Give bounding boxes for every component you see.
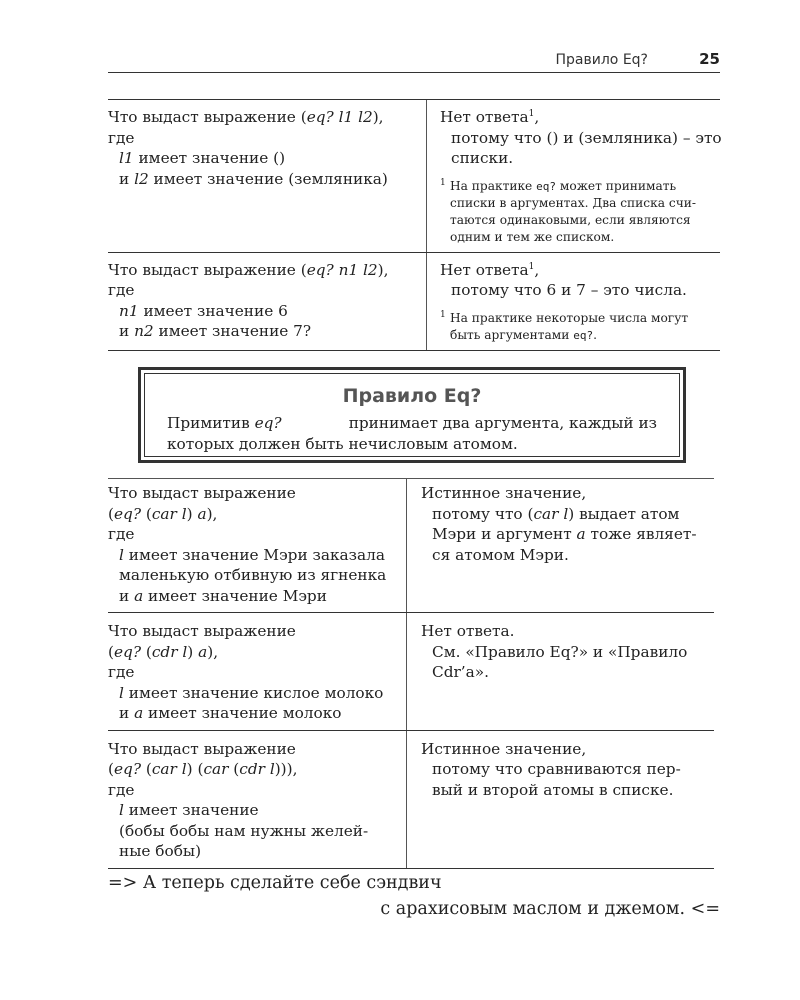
- text: ),: [207, 642, 219, 661]
- answer-line: потому что сравниваются пер-: [432, 760, 681, 778]
- expression: car l: [533, 504, 569, 523]
- text: быть аргументами: [450, 327, 574, 342]
- variable: a: [576, 525, 586, 543]
- text: (: [141, 504, 152, 523]
- expression: eq?: [113, 760, 142, 778]
- question-cell: [108, 479, 406, 612]
- expression: eq?: [254, 414, 282, 432]
- text: ) выдает атом: [568, 504, 680, 523]
- expression: car: [203, 760, 229, 778]
- footnote-line: одним и тем же списком.: [450, 229, 615, 244]
- expression: eq? n1 l2: [306, 260, 378, 279]
- footnote: [440, 310, 720, 344]
- question-line: [108, 504, 406, 525]
- rule-text: [167, 413, 657, 455]
- text: имеет значение (земляника): [148, 169, 388, 188]
- answer-line: потому что () и (земляника) – это: [451, 128, 722, 147]
- qa-row: [108, 613, 714, 731]
- text: ): [186, 504, 198, 523]
- answer-cell: [406, 613, 714, 730]
- expression: cdr l: [151, 642, 188, 661]
- footnote-line: таются одинаковыми, если являются: [450, 212, 691, 227]
- text: имеет значение 7?: [153, 322, 312, 340]
- text: Нет ответа: [440, 260, 529, 279]
- question-line: [108, 148, 426, 169]
- footnote-line: списки в аргументах. Два списка счи-: [450, 195, 697, 210]
- answer-line: См. «Правило Eq?» и «Правило: [432, 642, 688, 661]
- text: ))),: [274, 760, 298, 778]
- variable: a: [134, 586, 144, 605]
- answer-line: вый и второй атомы в списке.: [432, 780, 674, 799]
- question-line: где: [108, 663, 135, 681]
- text: имеет значение (): [133, 149, 286, 167]
- qa-row: [108, 479, 714, 613]
- footnote-mark: 1: [440, 309, 446, 320]
- text: (: [108, 504, 114, 523]
- question-line: [108, 107, 426, 128]
- text: Что выдаст выражение (: [108, 260, 307, 279]
- variable: n2: [134, 322, 154, 340]
- question-line: [108, 545, 406, 566]
- expression: eq? l1 l2: [306, 108, 373, 126]
- text: ,: [534, 108, 540, 126]
- text: может принимать: [556, 178, 677, 193]
- answer-line: Истинное значение,: [421, 484, 587, 502]
- closing-line: с арахисовым маслом и джемом. <=: [380, 899, 720, 919]
- answer-cell: [426, 253, 720, 350]
- variable: l: [119, 683, 124, 702]
- qa-table-bottom: [108, 478, 714, 869]
- qa-row: [108, 253, 720, 351]
- text: имеет значение Мэри: [143, 586, 327, 605]
- question-line: где: [108, 780, 135, 799]
- expression: eq?: [113, 504, 142, 523]
- variable: n1: [119, 301, 139, 320]
- text: имеет значение молоко: [143, 704, 342, 722]
- answer-cell: [406, 479, 714, 612]
- text: (: [108, 760, 114, 778]
- text: (: [141, 642, 152, 661]
- question-cell: [108, 100, 426, 252]
- text: потому что (: [432, 504, 534, 523]
- variable: l1: [119, 149, 134, 167]
- question-line: [108, 642, 406, 663]
- answer-line: [440, 107, 720, 128]
- answer-line: потому что 6 и 7 – это числа.: [451, 281, 687, 299]
- variable: a: [198, 642, 208, 661]
- question-line: Что выдаст выражение: [108, 622, 296, 640]
- text: ) (: [186, 760, 204, 778]
- rule-line: которых должен быть нечисловым атомом.: [167, 435, 518, 453]
- answer-line: [421, 524, 714, 545]
- text: (: [108, 642, 114, 661]
- expression: car l: [151, 504, 187, 523]
- text: Что выдаст выражение (: [108, 108, 307, 126]
- question-line: где: [108, 281, 135, 299]
- running-header: [108, 44, 720, 73]
- text: (: [141, 760, 152, 778]
- text: (: [228, 760, 240, 778]
- variable: l: [119, 545, 124, 564]
- expression: eq?: [113, 642, 142, 661]
- text: имеет значение: [123, 801, 259, 819]
- question-line: [108, 260, 426, 281]
- question-line: [108, 759, 406, 780]
- code: eq?: [573, 328, 594, 342]
- text: Мэри и аргумент: [432, 525, 577, 543]
- text: и: [119, 169, 135, 188]
- text: имеет значение Мэри заказала: [123, 545, 385, 564]
- footnote-line: [450, 178, 720, 195]
- answer-line: Cdr’a».: [432, 663, 490, 681]
- text: и: [119, 322, 135, 340]
- answer-line: [421, 504, 714, 525]
- variable: a: [134, 704, 144, 722]
- rule-box: [138, 367, 686, 463]
- question-line: ные бобы): [119, 842, 202, 860]
- footnote-ref: 1: [528, 109, 535, 119]
- question-line: Что выдаст выражение: [108, 484, 296, 502]
- question-line: [108, 586, 406, 607]
- text: тоже являет-: [585, 525, 697, 543]
- footnote-line: На практике некоторые числа могут: [450, 310, 689, 325]
- footnote-line: [450, 327, 720, 344]
- question-line: [108, 301, 426, 322]
- question-line: [108, 800, 406, 821]
- text: Примитив: [167, 414, 255, 432]
- answer-line: Нет ответа.: [421, 622, 515, 640]
- answer-line: списки.: [451, 149, 514, 167]
- text: .: [593, 327, 597, 342]
- text: Нет ответа: [440, 108, 529, 126]
- qa-row: [108, 100, 720, 253]
- footnote-ref: 1: [528, 261, 535, 272]
- question-line: маленькую отбивную из ягненка: [119, 566, 387, 584]
- text: и: [119, 704, 135, 722]
- text: имеет значение кислое молоко: [123, 683, 384, 702]
- qa-table-top: [108, 99, 720, 351]
- text: ): [187, 642, 199, 661]
- question-line: где: [108, 128, 135, 147]
- rule-box-inner-border: [144, 373, 680, 457]
- running-title: Правило Eq?: [555, 52, 648, 68]
- variable: a: [197, 504, 207, 523]
- answer-line: Истинное значение,: [421, 739, 587, 758]
- answer-cell: [426, 100, 720, 252]
- text: [167, 413, 282, 434]
- question-line: [108, 683, 406, 704]
- footnote-mark: 1: [440, 177, 446, 188]
- question-line: [108, 321, 426, 342]
- rule-line: [167, 413, 657, 434]
- expression: cdr l: [239, 760, 275, 778]
- page-number: 25: [699, 50, 720, 68]
- question-cell: [108, 253, 426, 350]
- answer-cell: [406, 731, 714, 868]
- question-line: (бобы бобы нам нужны желей-: [119, 821, 369, 840]
- question-line: Что выдаст выражение: [108, 739, 296, 758]
- answer-line: ся атомом Мэри.: [432, 545, 569, 564]
- question-line: [108, 703, 406, 724]
- closing-line: => А теперь сделайте себе сэндвич: [108, 873, 442, 893]
- text: и: [119, 586, 135, 605]
- text: ),: [206, 504, 218, 523]
- expression: car l: [151, 760, 187, 778]
- text: имеет значение 6: [138, 301, 288, 320]
- question-line: [108, 169, 426, 190]
- text: ),: [372, 108, 384, 126]
- question-cell: [108, 613, 406, 730]
- qa-row: [108, 731, 714, 869]
- code: eq?: [536, 179, 557, 193]
- variable: l: [119, 801, 124, 819]
- question-line: где: [108, 525, 135, 543]
- text: ),: [377, 260, 389, 279]
- variable: l2: [134, 169, 149, 188]
- text: принимает два аргумента, каждый из: [348, 414, 657, 432]
- question-cell: [108, 731, 406, 868]
- text: На практике: [450, 178, 537, 193]
- answer-line: [440, 260, 720, 281]
- text: ,: [534, 260, 540, 279]
- footnote: [440, 178, 720, 246]
- rule-title: Правило Eq?: [342, 385, 482, 407]
